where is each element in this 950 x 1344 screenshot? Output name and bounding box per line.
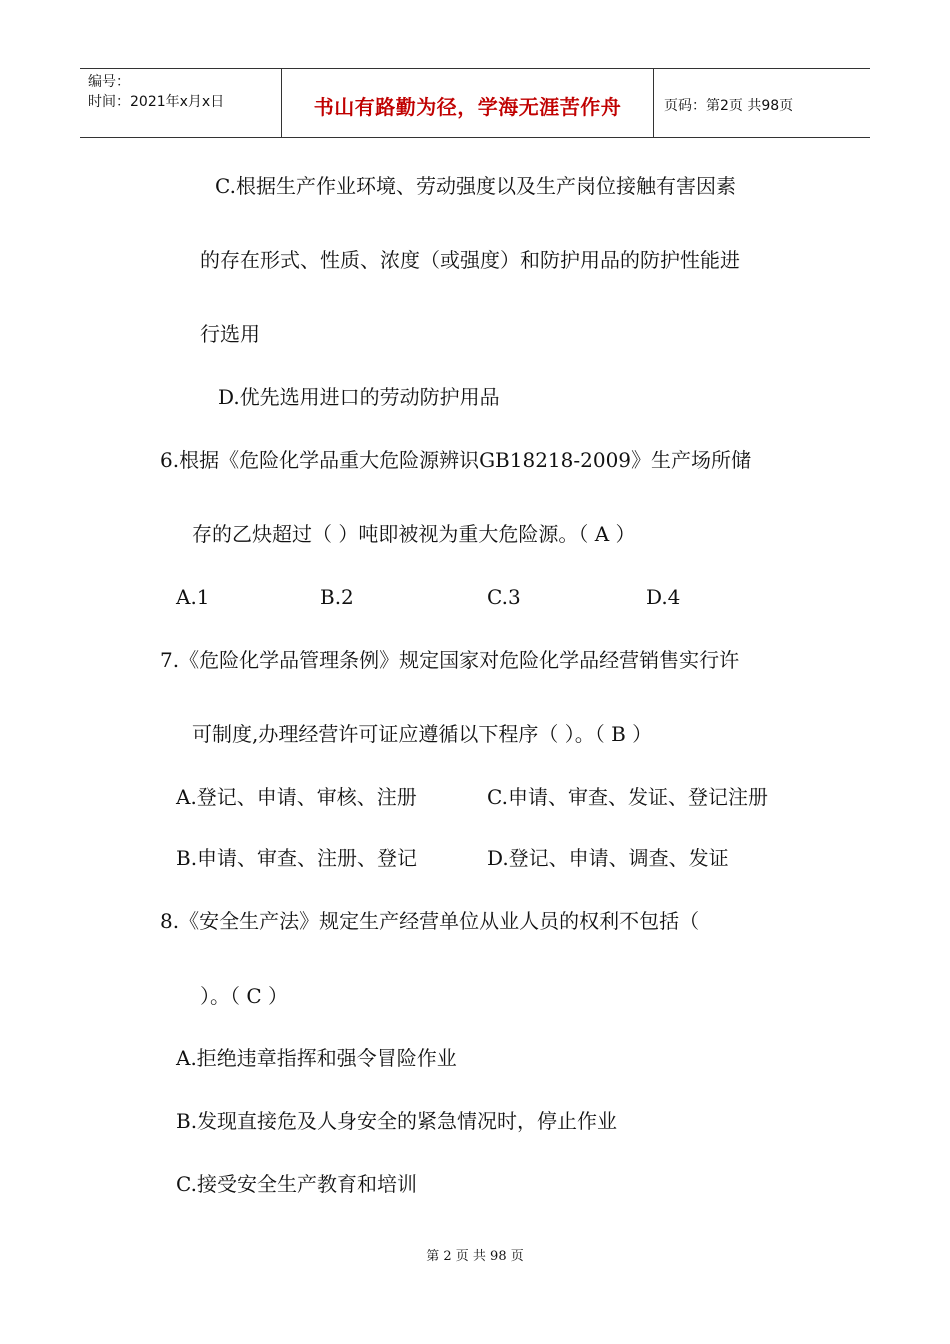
number-label: 编号： xyxy=(88,74,130,90)
q7-option-c: C.申请、审查、发证、登记注册 xyxy=(487,785,768,809)
q6-option-a: A.1 xyxy=(176,585,210,609)
question-7-line-2: 可制度,办理经营许可证应遵循以下程序（ ）。（ B ） xyxy=(192,722,653,746)
page-footer: 第 2 页 共 98 页 xyxy=(426,1249,524,1264)
header-meta xyxy=(80,69,282,137)
question-6-line-2: 存的乙炔超过（ ）吨即被视为重大危险源。（ A ） xyxy=(192,522,636,546)
time-label: 时间：2021年x月x日 xyxy=(88,94,225,110)
motto-text: 书山有路勤为径，学海无涯苦作舟 xyxy=(313,94,622,119)
question-8-line-1: 8.《安全生产法》规定生产经营单位从业人员的权利不包括（ xyxy=(160,909,700,933)
q6-option-d: D.4 xyxy=(646,585,681,609)
page-info: 页码：第2页 共98页 xyxy=(664,98,794,114)
q7-option-d: D.登记、申请、调查、发证 xyxy=(487,846,729,870)
q7-option-a: A.登记、申请、审核、注册 xyxy=(176,785,417,809)
option-c-line-2: 的存在形式、性质、浓度（或强度）和防护用品的防护性能进 xyxy=(200,248,740,272)
q8-option-b: B.发现直接危及人身安全的紧急情况时，停止作业 xyxy=(176,1109,618,1133)
header-page-cell xyxy=(654,69,870,137)
question-6-line-1: 6.根据《危险化学品重大危险源辨识GB18218-2009》生产场所储 xyxy=(160,448,752,472)
q6-option-b: B.2 xyxy=(320,585,354,609)
header-motto-cell xyxy=(282,69,654,137)
q8-option-c: C.接受安全生产教育和培训 xyxy=(176,1172,417,1196)
question-7-line-1: 7.《危险化学品管理条例》规定国家对危险化学品经营销售实行许 xyxy=(160,648,740,672)
q6-option-c: C.3 xyxy=(487,585,521,609)
q8-option-a: A.拒绝违章指挥和强令冒险作业 xyxy=(176,1046,457,1070)
question-8-line-2: ）。（ C ） xyxy=(200,984,289,1008)
page-header xyxy=(80,68,870,138)
q7-option-b: B.申请、审查、注册、登记 xyxy=(176,846,418,870)
option-c-line-3: 行选用 xyxy=(200,322,260,346)
option-c-line-1: C.根据生产作业环境、劳动强度以及生产岗位接触有害因素 xyxy=(215,174,736,198)
option-d-text: D.优先选用进口的劳动防护用品 xyxy=(218,385,500,409)
